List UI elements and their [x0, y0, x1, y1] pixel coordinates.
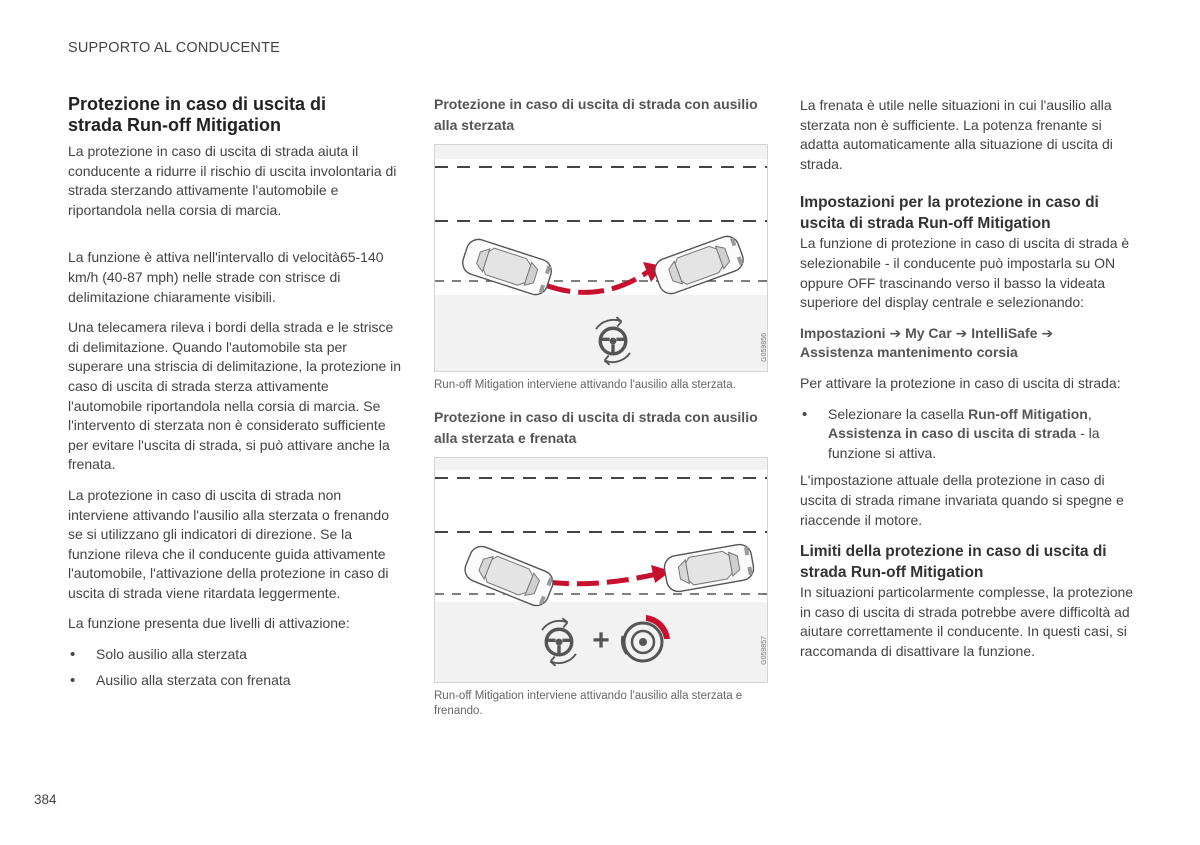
activate-list — [800, 405, 1134, 464]
bullet-comma: , — [1087, 405, 1092, 422]
lead-paragraph: La protezione in caso di uscita di strada aiuta il conducente a ridurre il rischio di uscita involontaria di strada sterzando attivamente l'automobile e riportandola nella corsia di marcia. — [68, 143, 397, 218]
column-1 — [68, 94, 402, 696]
figure-1 — [434, 144, 768, 372]
figure-1-caption: Run-off Mitigation interviene attivando l'ausilio alla sterzata. — [434, 379, 736, 391]
steering-braking-illustration — [435, 458, 767, 682]
settings-heading: Impostazioni per la protezione in caso di uscita di strada Run-off Mitigation — [800, 194, 1099, 233]
settings-paragraph: La funzione di protezione in caso di uscita di strada è selezionabile - il conducente può impostarla su ON oppure OFF trascinando verso il basso la videata superiore del display centrale e selezionando: — [800, 235, 1130, 311]
list-item: • Solo ausilio alla sterzata — [68, 645, 402, 665]
levels-list — [68, 645, 402, 690]
bullet-text-end: - la funzione si attiva. — [828, 425, 1100, 461]
column-3 — [800, 96, 1134, 672]
main-title-line2: strada Run-off Mitigation — [68, 115, 281, 135]
column-2 — [434, 94, 768, 733]
main-title-line1: Protezione in caso di uscita di — [68, 94, 327, 114]
menu-item-lane-keeping: Assistenza mantenimento corsia — [800, 344, 1018, 361]
option-run-off-assist: Assistenza in caso di uscita di strada — [828, 425, 1077, 442]
figure-2-title: Protezione in caso di uscita di strada con ausilio alla sterzata e frenata — [434, 409, 758, 446]
arrow-right-icon: ➔ — [1041, 324, 1054, 341]
levels-intro: La funzione presenta due livelli di attivazione: — [68, 615, 350, 632]
bullet-text: Selezionare la casella — [828, 405, 969, 422]
figure-1-title: Protezione in caso di uscita di strada con ausilio alla sterzata — [434, 96, 758, 133]
activate-intro: Per attivare la protezione in caso di uscita di strada: — [800, 374, 1121, 391]
list-item — [800, 405, 1134, 464]
main-title — [68, 94, 402, 136]
option-run-off-mitigation: Run-off Mitigation — [968, 405, 1088, 422]
menu-item-my-car: My Car — [905, 324, 952, 341]
figure-2-code: G059857 — [761, 636, 768, 665]
menu-item-settings: Impostazioni — [800, 324, 886, 341]
figure-2-caption: Run-off Mitigation interviene attivando l'ausilio alla sterzata e frenando. — [434, 690, 743, 717]
menu-item-intellisafe: IntelliSafe — [971, 324, 1038, 341]
arrow-right-icon: ➔ — [955, 324, 968, 341]
braking-paragraph: La frenata è utile nelle situazioni in cui l'ausilio alla sterzata non è sufficiente. La potenza frenante si adatta automaticamente alla situazione di uscita di strada. — [800, 97, 1113, 172]
arrow-right-icon: ➔ — [889, 324, 902, 341]
section-header: SUPPORTO AL CONDUCENTE — [68, 40, 281, 56]
limits-heading: Limiti della protezione in caso di uscita di strada Run-off Mitigation — [800, 543, 1107, 582]
limits-paragraph: In situazioni particolarmente complesse, la protezione in caso di uscita di strada potrebbe avere difficoltà ad aiutare correttamente il conducente. In questi casi, si raccomanda di disattivare la funzione. — [800, 584, 1134, 659]
steering-only-illustration — [435, 145, 767, 371]
persistence-paragraph: L'impostazione attuale della protezione in caso di uscita di strada rimane invariata quando si spegne e riaccende il motore. — [800, 472, 1124, 528]
speed-range-paragraph: La funzione è attiva nell'intervallo di velocità65-140 km/h (40-87 mph) nelle strade con strisce di delimitazione chiaramente visibili. — [68, 249, 384, 305]
menu-path — [800, 324, 1134, 363]
camera-paragraph: Una telecamera rileva i bordi della strada e le strisce di delimitazione. Quando l'automobile sta per superare una striscia di delimitazione, la protezione in caso di uscita di strada sterza attivamente l'automobile riportandola nella corsia di marcia. Se l'intervento di sterzata non è considerato sufficiente per evitare l'uscita di strada, si può attivare anche la frenata. — [68, 319, 402, 473]
list-item: • Ausilio alla sterzata con frenata — [68, 671, 402, 691]
figure-1-code: G059856 — [761, 333, 768, 362]
figure-2 — [434, 457, 768, 683]
plus-sign: + — [592, 624, 610, 657]
indicator-paragraph: La protezione in caso di uscita di strada non interviene attivando l'ausilio alla sterzata o frenando se si utilizzano gli indicatori di direzione. Se la funzione rileva che il conducente guida attivamente l'automobile, l'attivazione della protezione in caso di uscita di strada viene ritardata leggermente. — [68, 486, 389, 601]
page-number: 384 — [34, 792, 57, 807]
